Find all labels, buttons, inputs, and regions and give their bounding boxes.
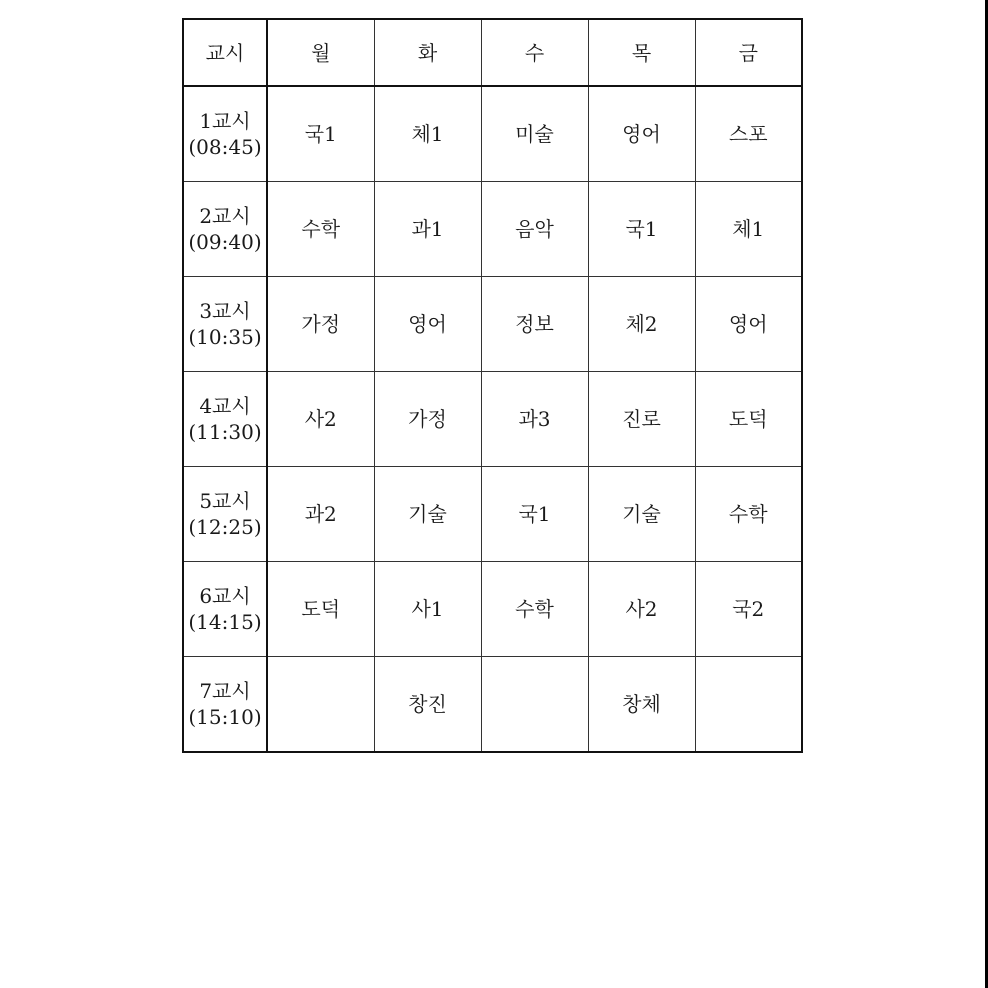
period-label: 4교시: [199, 394, 251, 418]
day-header-mon: 월: [267, 19, 374, 86]
subject-cell: [481, 657, 588, 753]
table-row: [183, 86, 802, 182]
subject-cell: 국1: [267, 86, 374, 182]
period-column-header: 교시: [183, 19, 267, 86]
day-header-tue: 화: [374, 19, 481, 86]
period-cell: [183, 86, 267, 182]
subject-cell: 음악: [481, 182, 588, 277]
table-row: [183, 372, 802, 467]
period-label: 2교시: [199, 204, 251, 228]
subject-cell: 영어: [374, 277, 481, 372]
day-header-fri: 금: [695, 19, 802, 86]
subject-cell: 국1: [481, 467, 588, 562]
subject-cell: 수학: [481, 562, 588, 657]
subject-cell: 영어: [695, 277, 802, 372]
subject-cell: 창진: [374, 657, 481, 753]
subject-cell: 체1: [695, 182, 802, 277]
subject-cell: 국2: [695, 562, 802, 657]
period-time: (11:30): [188, 420, 262, 444]
subject-cell: 스포: [695, 86, 802, 182]
day-header-wed: 수: [481, 19, 588, 86]
period-cell: [183, 372, 267, 467]
period-label: 3교시: [199, 299, 251, 323]
subject-cell: 기술: [588, 467, 695, 562]
subject-cell: 가정: [374, 372, 481, 467]
period-label: 5교시: [199, 489, 251, 513]
subject-cell: 과3: [481, 372, 588, 467]
period-label: 7교시: [199, 679, 251, 703]
subject-cell: [267, 657, 374, 753]
period-time: (14:15): [188, 610, 262, 634]
subject-cell: 수학: [695, 467, 802, 562]
period-label: 1교시: [199, 109, 251, 133]
table-row: [183, 562, 802, 657]
subject-cell: 기술: [374, 467, 481, 562]
period-time: (15:10): [188, 705, 262, 729]
period-time: (09:40): [188, 230, 262, 254]
table-row: [183, 657, 802, 753]
subject-cell: [695, 657, 802, 753]
period-cell: [183, 182, 267, 277]
subject-cell: 사2: [267, 372, 374, 467]
subject-cell: 도덕: [695, 372, 802, 467]
class-timetable: [182, 18, 803, 753]
table-row: [183, 182, 802, 277]
subject-cell: 진로: [588, 372, 695, 467]
subject-cell: 체1: [374, 86, 481, 182]
period-label: 6교시: [199, 584, 251, 608]
day-header-thu: 목: [588, 19, 695, 86]
subject-cell: 정보: [481, 277, 588, 372]
table-row: [183, 277, 802, 372]
subject-cell: 국1: [588, 182, 695, 277]
subject-cell: 과1: [374, 182, 481, 277]
period-cell: [183, 562, 267, 657]
period-cell: [183, 467, 267, 562]
subject-cell: 영어: [588, 86, 695, 182]
period-time: (12:25): [188, 515, 262, 539]
period-cell: [183, 657, 267, 753]
subject-cell: 사2: [588, 562, 695, 657]
subject-cell: 창체: [588, 657, 695, 753]
header-row: [183, 19, 802, 86]
subject-cell: 미술: [481, 86, 588, 182]
subject-cell: 체2: [588, 277, 695, 372]
table-row: [183, 467, 802, 562]
period-cell: [183, 277, 267, 372]
subject-cell: 가정: [267, 277, 374, 372]
period-time: (10:35): [188, 325, 262, 349]
subject-cell: 도덕: [267, 562, 374, 657]
subject-cell: 사1: [374, 562, 481, 657]
subject-cell: 수학: [267, 182, 374, 277]
period-time: (08:45): [188, 135, 262, 159]
subject-cell: 과2: [267, 467, 374, 562]
